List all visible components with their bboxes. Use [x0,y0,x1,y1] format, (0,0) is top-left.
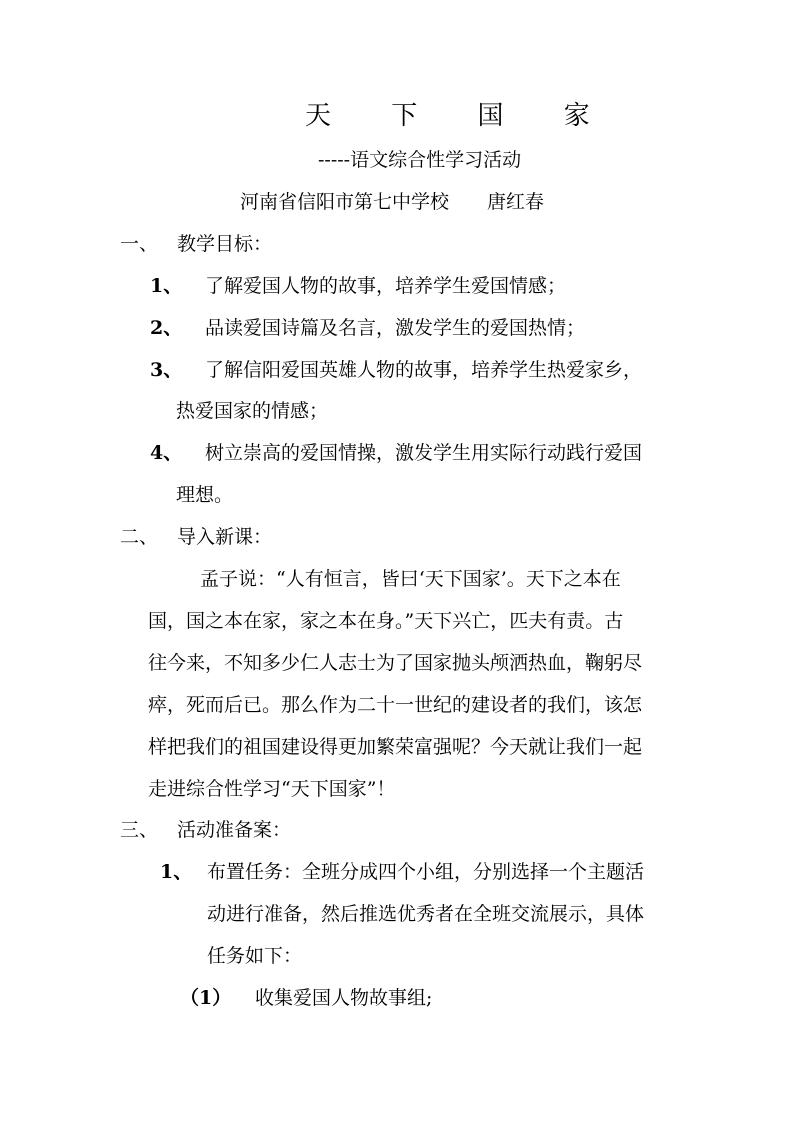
paragraph-line: 走进综合性学习“天下国家”！ [148,778,396,800]
section-2-number: 二、 [120,526,159,548]
sub-item-number: （1） [180,987,232,1009]
list-item-text-continued: 理想。 [176,484,234,506]
paragraph-line: 国，国之本在家，家之本在身。”天下兴亡，匹夫有责。古 [148,610,624,632]
paragraph-line: 孟子说：“人有恒言，皆曰‘天下国家’。天下之本在 [200,568,621,590]
list-item-number: 4、 [150,442,183,464]
list-item-text-continued: 热爱国家的情感； [176,400,329,422]
list-item-text: 了解信阳爱国英雄人物的故事，培养学生热爱家乡， [205,359,643,381]
list-item-text: 品读爱国诗篇及名言，激发学生的爱国热情； [205,317,586,339]
section-1-number: 一、 [120,233,159,255]
author-line: 河南省信阳市第七中学校 唐红春 [240,191,545,213]
section-2-heading: 导入新课： [177,526,273,548]
section-3-number: 三、 [120,819,159,841]
list-item-number: 1、 [160,861,193,883]
list-item-text: 布置任务：全班分成四个小组，分别选择一个主题活 [207,861,645,883]
list-item-number: 3、 [150,359,183,381]
sub-item-text: 收集爱国人物故事组; [255,987,433,1009]
list-item-number: 1、 [150,275,183,297]
paragraph-line: 往今来，不知多少仁人志士为了国家抛头颅洒热血，鞠躬尽 [148,652,643,674]
list-item-text: 树立崇高的爱国情操，激发学生用实际行动践行爱国 [205,442,643,464]
list-item-number: 2、 [150,317,183,339]
list-item-text-continued: 任务如下： [207,945,303,967]
paragraph-line: 样把我们的祖国建设得更加繁荣富强呢？今天就让我们一起 [148,736,643,758]
paragraph-line: 瘁，死而后已。那么作为二十一世纪的建设者的我们，该怎 [148,694,643,716]
section-3-heading: 活动准备案： [177,819,292,841]
subtitle: -----语文综合性学习活动 [318,149,522,171]
list-item-text: 了解爱国人物的故事，培养学生爱国情感； [205,275,567,297]
list-item-text-continued: 动进行准备，然后推选优秀者在全班交流展示，具体 [207,903,645,925]
section-1-heading: 教学目标： [177,233,273,255]
page-title: 天 下 国 家 [305,101,616,131]
